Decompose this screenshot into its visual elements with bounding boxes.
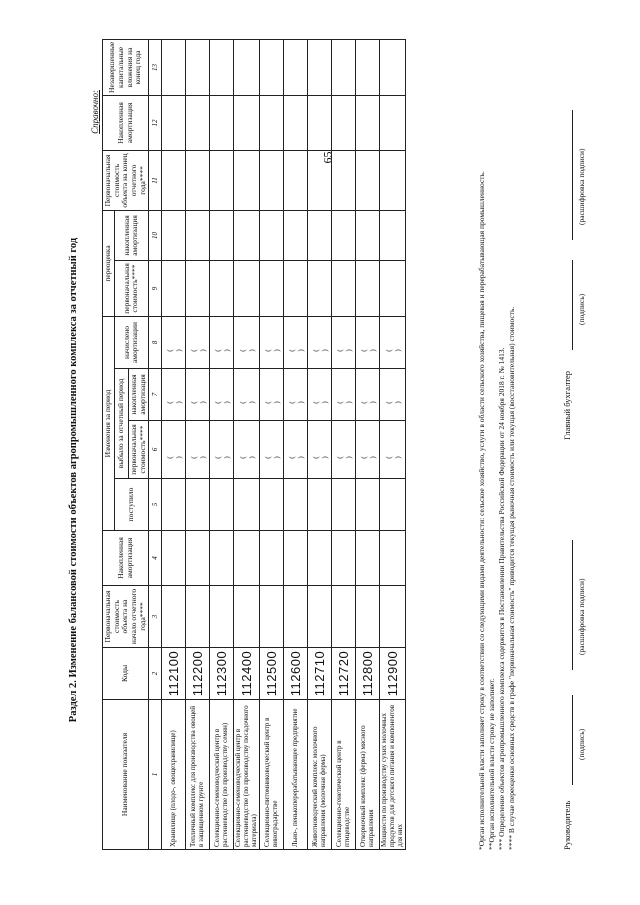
col-num: 1 (149, 700, 162, 850)
row-code: 112800 (356, 648, 380, 700)
table-row (284, 39, 308, 849)
empty-cell (234, 150, 260, 210)
col-num: 9 (149, 260, 162, 316)
header-initial-end: Первоначальная стоимость объекта на конец отчетного года**** (103, 150, 149, 210)
empty-cell (162, 95, 186, 150)
header-revaluation: переоценка (103, 210, 115, 316)
empty-cell (332, 150, 356, 210)
paren-cell: ( ) (356, 421, 380, 479)
paren-cell: ( ) (308, 316, 332, 368)
empty-cell (234, 39, 260, 95)
empty-cell (332, 586, 356, 648)
row-code: 112300 (210, 648, 234, 700)
row-code: 112500 (260, 648, 284, 700)
head-label: Руководитель (562, 800, 572, 850)
empty-cell (332, 95, 356, 150)
paren-cell: ( ) (186, 316, 210, 368)
empty-cell (308, 260, 332, 316)
col-num: 3 (149, 586, 162, 648)
col-num: 8 (149, 316, 162, 368)
footnote: **** В случае переоценки основных средств в графе "первоначальная стоимость" приводится текущая рыночная стоимость или текущая (восстановительная) стоимость. (507, 306, 517, 850)
empty-cell (186, 586, 210, 648)
empty-cell (332, 39, 356, 95)
column-number-row (149, 39, 162, 849)
empty-cell (284, 260, 308, 316)
header-name: Наименование показателя (103, 700, 149, 850)
empty-cell (284, 586, 308, 648)
paren-cell: ( ) (186, 369, 210, 421)
empty-cell (356, 210, 380, 260)
paren-cell: ( ) (260, 421, 284, 479)
empty-cell (234, 531, 260, 586)
empty-cell (308, 479, 332, 531)
empty-cell (356, 531, 380, 586)
empty-cell (284, 479, 308, 531)
row-code: 112200 (186, 648, 210, 700)
table-row (186, 39, 210, 849)
empty-cell (284, 150, 308, 210)
empty-cell (308, 95, 332, 150)
empty-cell (186, 39, 210, 95)
acc-decode-hint: (расшифровка подписи) (577, 148, 586, 225)
paren-cell: ( ) (380, 369, 406, 421)
empty-cell (332, 260, 356, 316)
empty-cell (308, 586, 332, 648)
table-row (234, 39, 260, 849)
empty-cell (308, 39, 332, 95)
empty-cell (260, 479, 284, 531)
header-disposed: выбыло за отчетный период (114, 369, 128, 479)
empty-cell (260, 260, 284, 316)
header-initial-start: Первоначальная стоимость объекта на начало отчетного года**** (103, 586, 149, 648)
paren-cell: ( ) (162, 369, 186, 421)
paren-cell: ( ) (210, 421, 234, 479)
footnotes (477, 90, 518, 850)
empty-cell (380, 260, 406, 316)
acc-sign-hint: (подпись) (577, 293, 586, 325)
col-num: 13 (149, 39, 162, 95)
row-name: Селекционно-семеноводческий центр в растениеводстве (по производству семян) (210, 700, 234, 850)
empty-cell (380, 586, 406, 648)
accountant-label: Главный бухгалтер (562, 370, 572, 440)
empty-cell (186, 531, 210, 586)
empty-cell (186, 210, 210, 260)
header-disposed-initial: первоначальная стоимость**** (128, 421, 148, 479)
paren-cell: ( ) (234, 316, 260, 368)
empty-cell (234, 260, 260, 316)
paren-cell: ( ) (284, 316, 308, 368)
empty-cell (332, 531, 356, 586)
empty-cell (356, 150, 380, 210)
empty-cell (380, 39, 406, 95)
col-num: 2 (149, 648, 162, 700)
empty-cell (260, 39, 284, 95)
empty-cell (356, 586, 380, 648)
row-code: 112100 (162, 648, 186, 700)
empty-cell (234, 586, 260, 648)
empty-cell (162, 531, 186, 586)
paren-cell: ( ) (162, 316, 186, 368)
empty-cell (260, 150, 284, 210)
paren-cell: ( ) (284, 369, 308, 421)
row-code: 112720 (332, 648, 356, 700)
header-amort-end: Накопленная амортизация (103, 95, 149, 150)
row-name: Тепличный комплекс для производства овощей в защищенном грунте (186, 700, 210, 850)
table-row (260, 39, 284, 849)
empty-cell (284, 95, 308, 150)
row-name: Животноводческий комплекс молочного направления (молочная ферма) (308, 700, 332, 850)
empty-cell (356, 39, 380, 95)
header-code: Коды (103, 648, 149, 700)
head-sign-hint: (подпись) (577, 728, 586, 760)
empty-cell (162, 260, 186, 316)
empty-cell (356, 95, 380, 150)
paren-cell: ( ) (234, 369, 260, 421)
col-num: 12 (149, 95, 162, 150)
paren-cell: ( ) (380, 421, 406, 479)
empty-cell (210, 586, 234, 648)
empty-cell (284, 531, 308, 586)
empty-cell (162, 39, 186, 95)
paren-cell: ( ) (332, 421, 356, 479)
header-amort-charged: начислено амортизации (114, 316, 149, 368)
empty-cell (234, 210, 260, 260)
footnote: *Орган исполнительной власти заполняет строку в соответствии со следующими видами деятельности: сельское хозяйство, услуги в области сельского хозяйства, пищевая и перерабатывающая промышленность. (477, 171, 486, 850)
acc-sign-line (572, 260, 573, 350)
empty-cell (260, 586, 284, 648)
col-num: 5 (149, 479, 162, 531)
empty-cell (332, 210, 356, 260)
table-row (380, 39, 406, 849)
row-code: 112710 (308, 648, 332, 700)
acc-decode-line (572, 110, 573, 240)
empty-cell (234, 479, 260, 531)
empty-cell (380, 210, 406, 260)
paren-cell: ( ) (332, 369, 356, 421)
paren-cell: ( ) (260, 316, 284, 368)
table-row (332, 39, 356, 849)
paren-cell: ( ) (162, 421, 186, 479)
row-name: Откормочный комплекс (ферма) мясного направления (356, 700, 380, 850)
footnote: **Орган исполнительной власти строку не заполняет. (487, 678, 497, 850)
row-name: Мощности по производству сухих молочных продуктов для детского питания и компонентов для них (380, 700, 406, 850)
col-num: 11 (149, 150, 162, 210)
empty-cell (332, 479, 356, 531)
footnote: *** Определение объектов агропромышленного комплекса содержится в Постановлении Правительства Российской Федерации от 24 ноября 2018 г. № 1413. (497, 347, 507, 850)
empty-cell (186, 95, 210, 150)
empty-cell (210, 150, 234, 210)
row-name: Селекционно-семеноводческий центр в растениеводстве (по производству посадочного материала) (234, 700, 260, 850)
empty-cell (380, 150, 406, 210)
head-decode-line (572, 540, 573, 670)
empty-cell (210, 39, 234, 95)
col-num: 6 (149, 421, 162, 479)
paren-cell: ( ) (186, 421, 210, 479)
empty-cell (210, 260, 234, 316)
row-code: 112600 (284, 648, 308, 700)
row-name: Льно-, пенькоперерабатывающее предприятие (284, 700, 308, 850)
paren-cell: ( ) (356, 369, 380, 421)
empty-cell (186, 479, 210, 531)
paren-cell: ( ) (332, 316, 356, 368)
empty-cell (162, 150, 186, 210)
table-row (162, 39, 186, 849)
row-name: Селекционно-питомниководческий центр в виноградарстве (260, 700, 284, 850)
header-reval-initial: первоначальная стоимость**** (114, 260, 149, 316)
page-number: 65 (320, 151, 335, 164)
empty-cell (380, 479, 406, 531)
head-sign-line (572, 695, 573, 785)
empty-cell (186, 150, 210, 210)
empty-cell (162, 479, 186, 531)
empty-cell (186, 260, 210, 316)
row-code: 112900 (380, 648, 406, 700)
table-row (308, 39, 332, 849)
empty-cell (210, 210, 234, 260)
reference-label: Справочно: (90, 90, 100, 134)
header-amort-start: Накопленная амортизация (103, 531, 149, 586)
empty-cell (380, 95, 406, 150)
row-name: Хранилище (плодо-, овощехранилище) (162, 700, 186, 850)
header-reval-amort: накопленная амортизация (114, 210, 149, 260)
paren-cell: ( ) (260, 369, 284, 421)
paren-cell: ( ) (210, 316, 234, 368)
empty-cell (210, 479, 234, 531)
paren-cell: ( ) (234, 421, 260, 479)
paren-cell: ( ) (356, 316, 380, 368)
row-name: Селекционно-генетический центр в птицеводстве (332, 700, 356, 850)
table-row (210, 39, 234, 849)
empty-cell (284, 39, 308, 95)
section-title: Раздел 2. Изменение балансовой стоимости объектов агропромышленного комплекса за отчетный год (68, 237, 79, 723)
row-code: 112400 (234, 648, 260, 700)
empty-cell (284, 210, 308, 260)
empty-cell (260, 531, 284, 586)
col-num: 10 (149, 210, 162, 260)
header-changes: Изменения за период (103, 316, 115, 530)
empty-cell (356, 479, 380, 531)
table-row (356, 39, 380, 849)
col-num: 7 (149, 369, 162, 421)
empty-cell (260, 210, 284, 260)
empty-cell (210, 531, 234, 586)
paren-cell: ( ) (308, 369, 332, 421)
header-arrived: поступило (114, 479, 149, 531)
empty-cell (162, 210, 186, 260)
head-decode-hint: (расшифровка подписи) (577, 578, 586, 655)
paren-cell: ( ) (380, 316, 406, 368)
paren-cell: ( ) (210, 369, 234, 421)
paren-cell: ( ) (284, 421, 308, 479)
col-num: 4 (149, 531, 162, 586)
empty-cell (308, 531, 332, 586)
empty-cell (162, 586, 186, 648)
empty-cell (308, 150, 332, 210)
header-disposed-amort: накопленная амортизация (128, 369, 148, 421)
empty-cell (260, 95, 284, 150)
empty-cell (380, 531, 406, 586)
balance-table (102, 39, 406, 850)
rotated-sheet (42, 41, 602, 860)
empty-cell (234, 95, 260, 150)
paren-cell: ( ) (308, 421, 332, 479)
empty-cell (308, 210, 332, 260)
empty-cell (356, 260, 380, 316)
header-unfinished: Незавершенные капитальные вложения на конец года (103, 39, 149, 95)
empty-cell (210, 95, 234, 150)
